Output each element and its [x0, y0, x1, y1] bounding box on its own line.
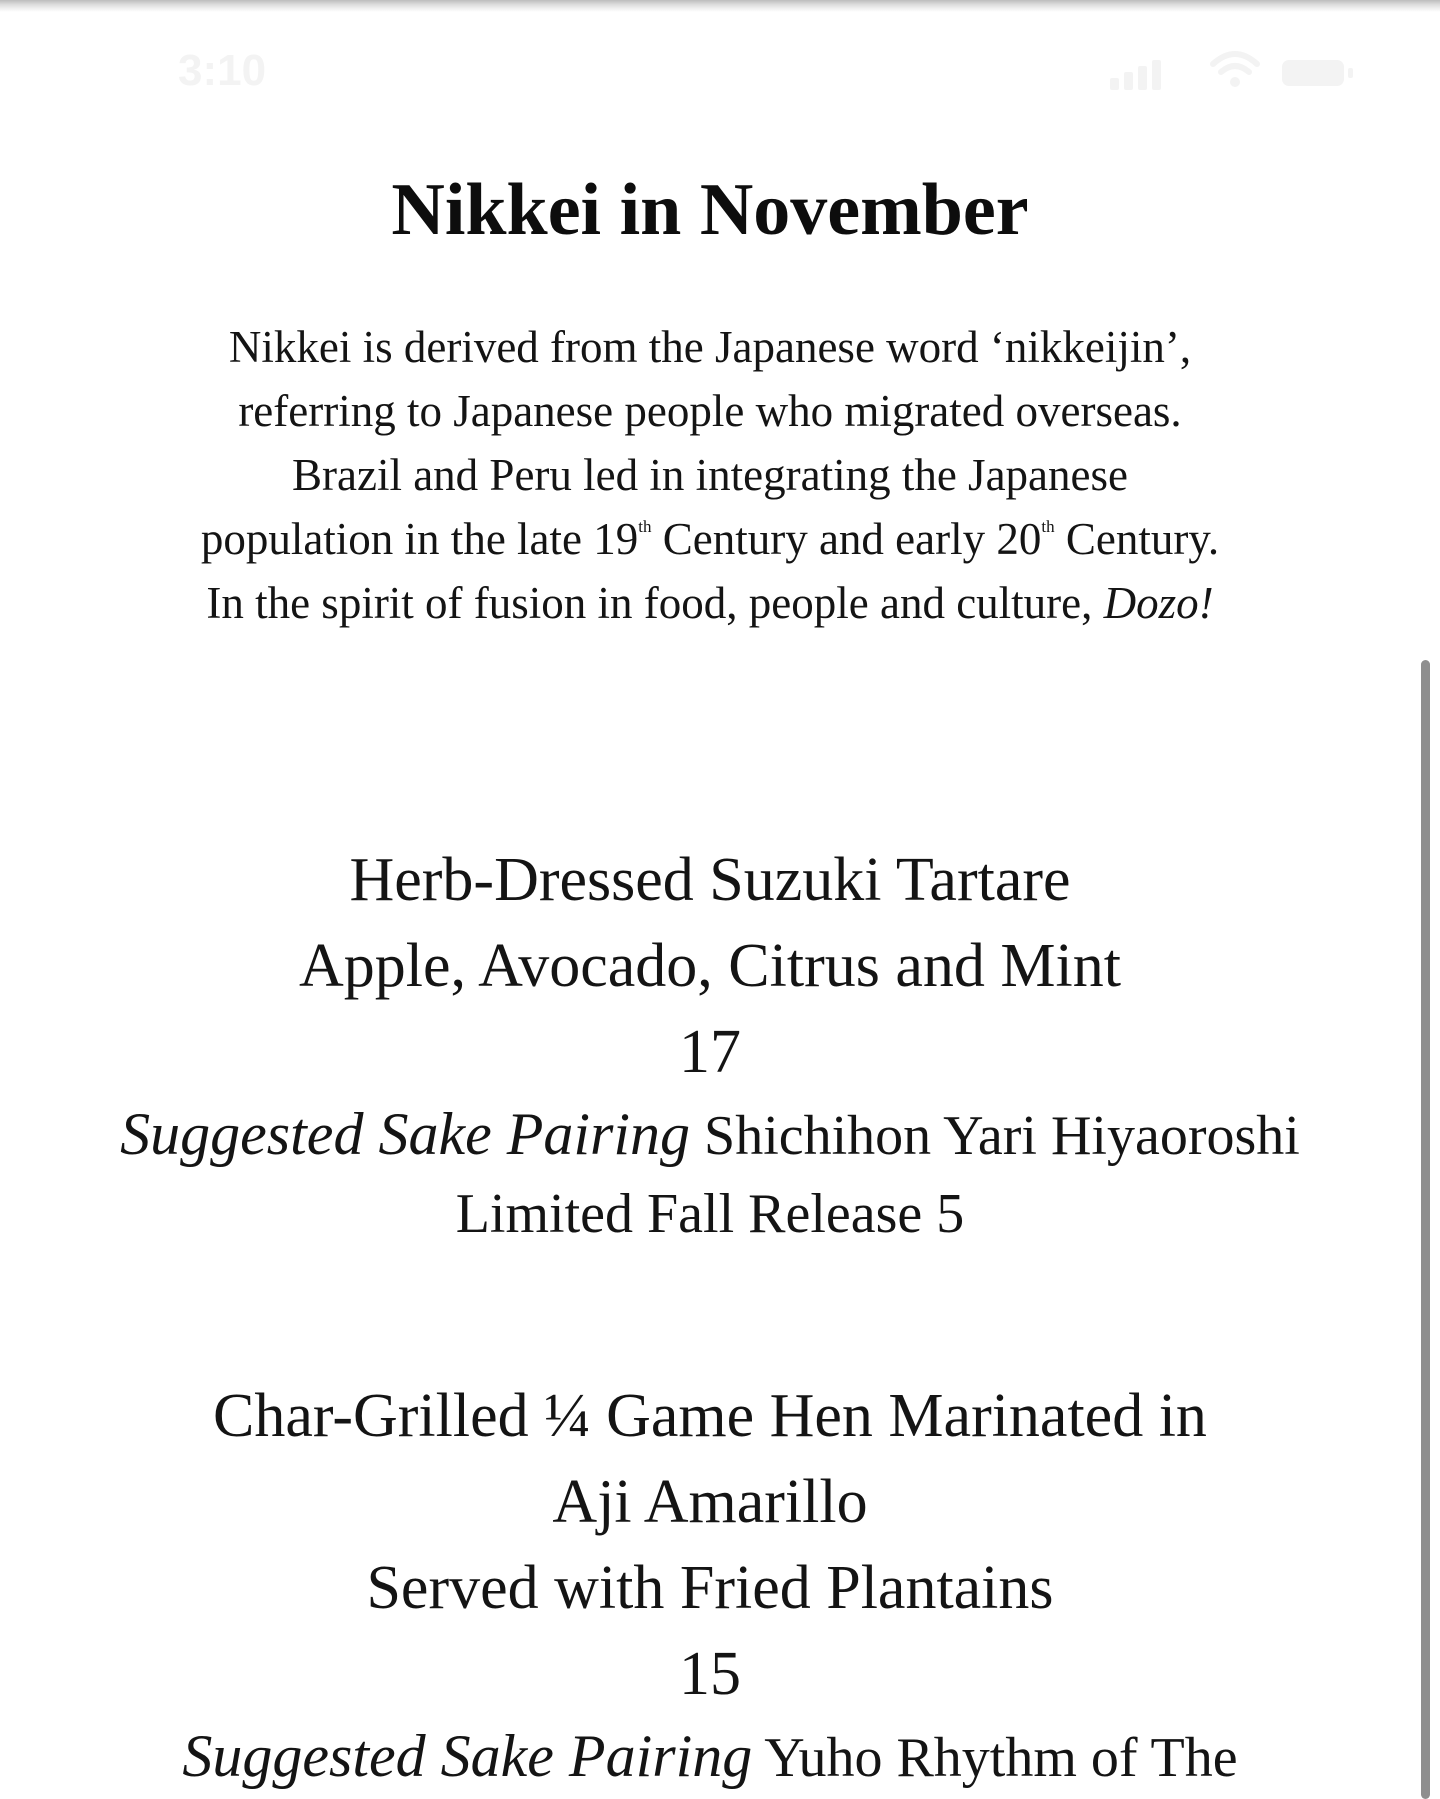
sake-pairing — [40, 1717, 1380, 1797]
dish-price: 15 — [679, 1640, 741, 1708]
dish-name: Char-Grilled ¼ Game Hen Marinated in — [213, 1382, 1207, 1450]
status-bar — [0, 40, 1440, 100]
intro-line: population in the late 19th Century and early 20th Century. — [200, 514, 1220, 564]
scrollbar[interactable] — [1421, 660, 1430, 1799]
intro-line: Brazil and Peru led in integrating the Japanese — [292, 450, 1128, 500]
page-title: Nikkei in November — [391, 169, 1029, 251]
dish-description: Served with Fried Plantains — [366, 1554, 1054, 1622]
dish-price: 17 — [679, 1018, 741, 1086]
dish-description: Apple, Avocado, Citrus and Mint — [299, 932, 1121, 1000]
intro-line: referring to Japanese people who migrated overseas. — [238, 386, 1182, 436]
intro-line: In the spirit of fusion in food, people and culture, Dozo! — [206, 578, 1214, 628]
battery-icon — [1282, 60, 1344, 86]
dish-name: Aji Amarillo — [552, 1468, 868, 1536]
status-time: 3:10 — [178, 46, 267, 95]
menu-item — [40, 1373, 1380, 1797]
menu-page — [40, 165, 1380, 1797]
wifi-icon — [1210, 50, 1260, 90]
pairing-name: Yuho Rhythm of The — [752, 1727, 1238, 1789]
dozo-greeting: Dozo! — [1103, 578, 1214, 628]
dish-name: Herb-Dressed Suzuki Tartare — [349, 846, 1071, 914]
sake-pairing — [40, 1095, 1380, 1175]
menu-item — [40, 837, 1380, 1253]
intro-paragraph — [40, 315, 1380, 635]
pairing-name: Shichihon Yari Hiyaoroshi — [690, 1105, 1300, 1167]
status-icons — [1110, 54, 1370, 94]
pairing-label: Suggested Sake Pairing — [120, 1101, 691, 1167]
pairing-label: Suggested Sake Pairing — [182, 1723, 753, 1789]
intro-line: Nikkei is derived from the Japanese word ‘nikkeijin’, — [228, 322, 1192, 372]
pairing-detail: Limited Fall Release 5 — [455, 1183, 965, 1245]
top-edge-shadow — [0, 0, 1440, 12]
